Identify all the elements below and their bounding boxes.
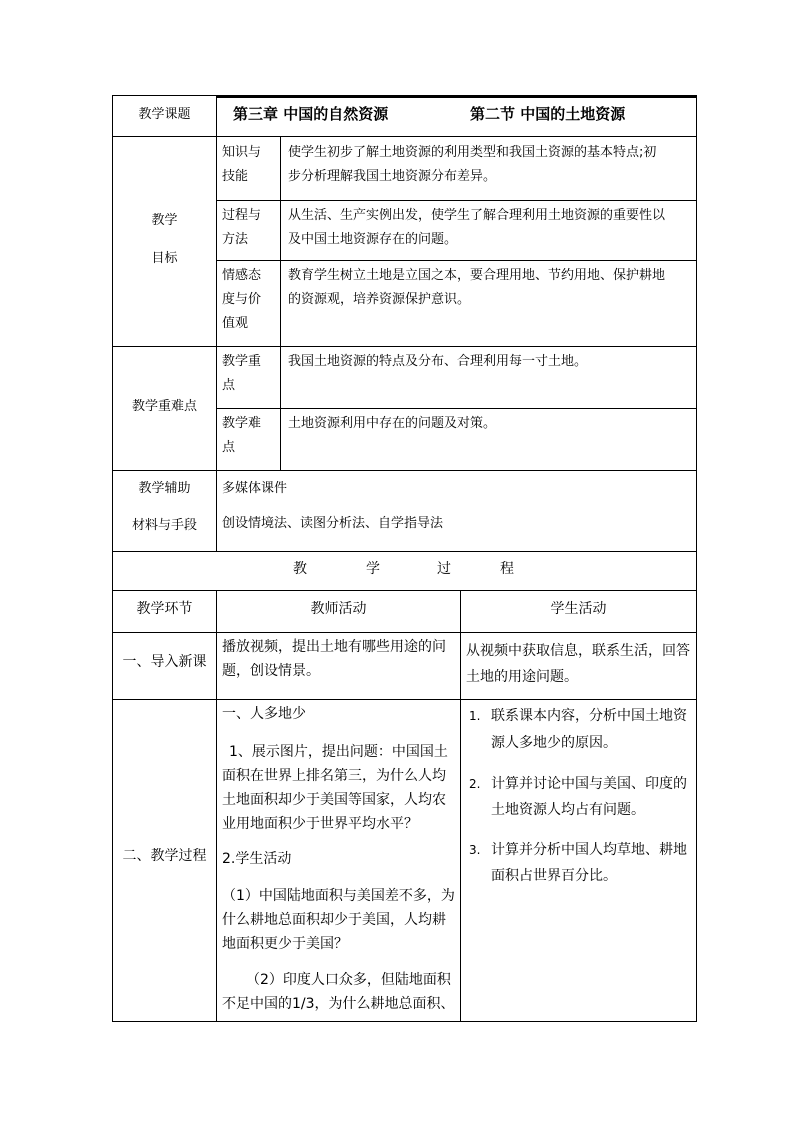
teacher-line: 面积在世界上排名第三，为什么人均 bbox=[222, 768, 446, 784]
objective-text: 教育学生树立土地是立国之本，要合理用地、节约用地、保护耕地 bbox=[288, 268, 666, 283]
objective-category: 度与价 bbox=[222, 292, 262, 307]
student-item-text: 源人多地少的原因。 bbox=[491, 735, 617, 751]
objective-text: 的资源观，培养资源保护意识。 bbox=[288, 292, 471, 307]
header-student: 学生活动 bbox=[550, 601, 607, 617]
objective-category: 情感态 bbox=[222, 268, 262, 283]
rule bbox=[112, 136, 697, 137]
teacher-line: 不足中国的1/3，为什么耕地总面积、 bbox=[222, 996, 455, 1012]
objective-text: 从生活、生产实例出发，使学生了解合理利用土地资源的重要性以 bbox=[288, 208, 666, 223]
rule bbox=[216, 590, 217, 1022]
rule bbox=[217, 260, 697, 261]
process-title-char: 教 bbox=[293, 561, 307, 577]
teacher-line: 业用地面积少于世界平均水平？ bbox=[222, 816, 418, 832]
key-point-category: 教学难 bbox=[222, 416, 262, 431]
rule bbox=[280, 136, 281, 471]
key-point-text: 我国土地资源的特点及分布、合理利用每一寸土地。 bbox=[288, 354, 588, 369]
key-point-text: 土地资源利用中存在的问题及对策。 bbox=[288, 416, 497, 431]
rule bbox=[112, 632, 697, 633]
teacher-line: 地面积更少于美国？ bbox=[222, 936, 348, 952]
student-item-text: 计算并讨论中国与美国、印度的 bbox=[491, 776, 687, 792]
key-point-category: 教学重 bbox=[222, 354, 262, 369]
key-points-label: 教学重难点 bbox=[131, 399, 197, 414]
teacher-line: 1、展示图片，提出问题：中国国土 bbox=[229, 744, 448, 760]
rule bbox=[112, 1021, 697, 1022]
objective-category: 过程与 bbox=[222, 208, 262, 223]
rule bbox=[696, 95, 697, 1022]
intro-student-text: 从视频中获取信息，联系生活，回答 bbox=[466, 643, 690, 659]
rule bbox=[217, 96, 697, 98]
student-item-number: 2. bbox=[469, 777, 481, 791]
rule bbox=[112, 95, 113, 1022]
process-title-char: 学 bbox=[366, 561, 380, 577]
objective-category: 值观 bbox=[222, 316, 249, 331]
objective-text: 使学生初步了解土地资源的利用类型和我国土资源的基本特点;初 bbox=[288, 145, 657, 160]
main-stage: 二、教学过程 bbox=[122, 848, 207, 864]
aids-text: 多媒体课件 bbox=[222, 481, 288, 496]
student-item-number: 3. bbox=[469, 843, 481, 857]
intro-teacher-text: 播放视频，提出土地有哪些用途的问 bbox=[222, 639, 446, 655]
rule bbox=[217, 200, 697, 201]
student-item-text: 联系课本内容，分析中国土地资 bbox=[491, 708, 687, 724]
student-item-text: 计算并分析中国人均草地、耕地 bbox=[491, 842, 687, 858]
teacher-line: 一、人多地少 bbox=[222, 706, 306, 722]
lesson-title-section: 第二节 中国的土地资源 bbox=[470, 105, 626, 123]
teacher-line: 什么耕地总面积却少于美国，人均耕 bbox=[222, 912, 446, 928]
intro-student-text: 土地的用途问题。 bbox=[466, 669, 578, 685]
lesson-label: 教学课题 bbox=[138, 107, 191, 122]
aids-label: 材料与手段 bbox=[131, 518, 197, 533]
rule bbox=[112, 590, 697, 591]
intro-teacher-text: 题，创设情景。 bbox=[222, 663, 320, 679]
objective-text: 步分析理解我国土地资源分布差异。 bbox=[288, 169, 497, 184]
objectives-label: 教学 bbox=[151, 213, 178, 228]
student-item-number: 1. bbox=[469, 709, 481, 723]
process-title-char: 程 bbox=[500, 561, 514, 577]
objective-category: 知识与 bbox=[222, 145, 262, 160]
objectives-label: 目标 bbox=[151, 251, 178, 266]
aids-text: 创设情境法、读图分析法、自学指导法 bbox=[222, 516, 444, 531]
rule bbox=[460, 590, 461, 1022]
header-stage: 教学环节 bbox=[136, 601, 193, 617]
rule bbox=[216, 95, 217, 552]
process-title-char: 过 bbox=[437, 561, 451, 577]
teacher-line: 2.学生活动 bbox=[222, 851, 292, 867]
rule bbox=[217, 408, 697, 409]
aids-label: 教学辅助 bbox=[138, 481, 191, 496]
intro-stage: 一、导入新课 bbox=[122, 654, 207, 670]
rule bbox=[112, 346, 697, 347]
rule bbox=[112, 699, 697, 700]
student-item-text: 土地资源人均占有问题。 bbox=[491, 802, 645, 818]
rule bbox=[112, 470, 697, 471]
key-point-category: 点 bbox=[222, 440, 236, 455]
header-teacher: 教师活动 bbox=[310, 601, 367, 617]
key-point-category: 点 bbox=[222, 378, 236, 393]
objective-category: 方法 bbox=[222, 232, 249, 247]
student-item-text: 面积占世界百分比。 bbox=[491, 868, 617, 884]
objective-category: 技能 bbox=[222, 169, 249, 184]
teacher-line: （2）印度人口众多，但陆地面积 bbox=[246, 972, 451, 988]
teacher-line: 土地面积却少于美国等国家，人均农 bbox=[222, 792, 446, 808]
rule bbox=[112, 551, 697, 552]
objective-text: 及中国土地资源存在的问题。 bbox=[288, 232, 458, 247]
lesson-title-chapter: 第三章 中国的自然资源 bbox=[233, 105, 389, 123]
teacher-line: （1）中国陆地面积与美国差不多，为 bbox=[222, 888, 455, 904]
